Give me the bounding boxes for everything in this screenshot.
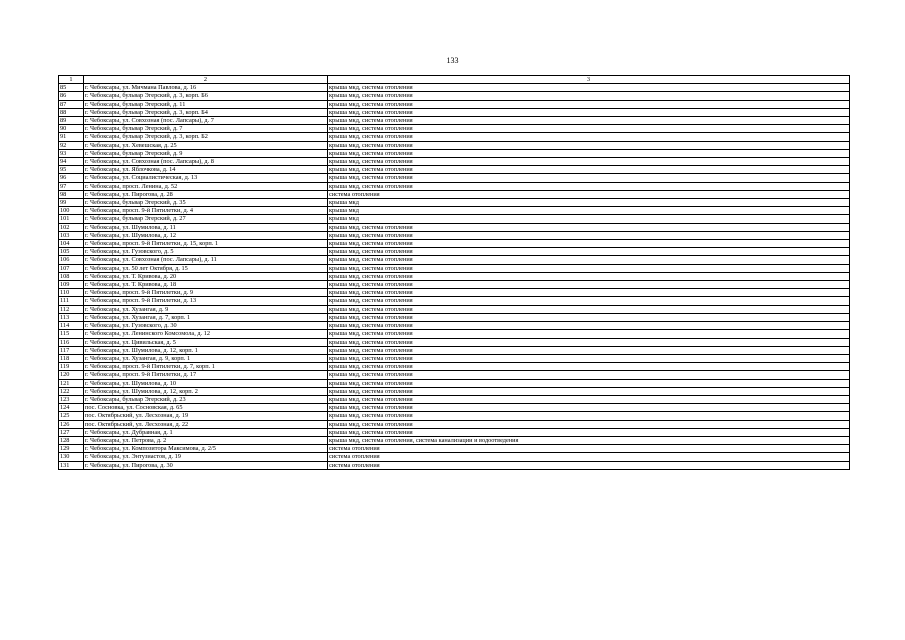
row-number: 87 — [59, 100, 84, 108]
row-works: крыша мкд, система отопления — [328, 297, 850, 305]
table-row — [59, 125, 850, 133]
table-row — [59, 231, 850, 239]
row-works: крыша мкд, система отопления — [328, 117, 850, 125]
row-number: 108 — [59, 272, 84, 280]
table-row — [59, 404, 850, 412]
row-number: 90 — [59, 125, 84, 133]
row-address: г. Чебоксары, бульвар Эгерский, д. 3, корп. Б4 — [84, 108, 328, 116]
row-works: крыша мкд, система отопления — [328, 354, 850, 362]
table-row — [59, 100, 850, 108]
table-row — [59, 117, 850, 125]
table-row — [59, 199, 850, 207]
row-works: крыша мкд, система отопления — [328, 108, 850, 116]
row-address: г. Чебоксары, ул. Совхозная (пос. Лапсары), д. 7 — [84, 117, 328, 125]
row-works: крыша мкд, система отопления — [328, 133, 850, 141]
row-number: 121 — [59, 379, 84, 387]
row-address: г. Чебоксары, бульвар Эгерский, д. 35 — [84, 199, 328, 207]
row-works: крыша мкд — [328, 199, 850, 207]
row-number: 95 — [59, 166, 84, 174]
row-number: 88 — [59, 108, 84, 116]
row-address: г. Чебоксары, бульвар Эгерский, д. 7 — [84, 125, 328, 133]
row-address: г. Чебоксары, ул. Пирогова, д. 28 — [84, 190, 328, 198]
row-address: г. Чебоксары, просп. Ленина, д. 52 — [84, 182, 328, 190]
row-works: крыша мкд, система отопления — [328, 395, 850, 403]
row-address: г. Чебоксары, ул. Цивильская, д. 5 — [84, 338, 328, 346]
row-address: г. Чебоксары, ул. Шумилова, д. 11 — [84, 223, 328, 231]
row-address: г. Чебоксары, ул. Шумилова, д. 10 — [84, 379, 328, 387]
row-number: 111 — [59, 297, 84, 305]
table-row — [59, 363, 850, 371]
row-address: г. Чебоксары, просп. 9-й Пятилетки, д. 13 — [84, 297, 328, 305]
row-works: крыша мкд, система отопления — [328, 100, 850, 108]
row-number: 112 — [59, 305, 84, 313]
row-address: г. Чебоксары, ул. Хузангая, д. 9, корп. 1 — [84, 354, 328, 362]
row-works: крыша мкд, система отопления, система канализации и водоотведения — [328, 436, 850, 444]
row-works: крыша мкд, система отопления — [328, 223, 850, 231]
row-address: г. Чебоксары, ул. Мичмана Павлова, д. 16 — [84, 84, 328, 92]
table-row — [59, 428, 850, 436]
row-address: г. Чебоксары, ул. Т. Кривова, д. 18 — [84, 281, 328, 289]
table-row — [59, 346, 850, 354]
row-works: крыша мкд, система отопления — [328, 313, 850, 321]
row-number: 130 — [59, 453, 84, 461]
table-row — [59, 215, 850, 223]
row-number: 119 — [59, 363, 84, 371]
table-row — [59, 256, 850, 264]
row-number: 122 — [59, 387, 84, 395]
table-row — [59, 92, 850, 100]
table-row — [59, 108, 850, 116]
row-address: г. Чебоксары, ул. Совхозная (пос. Лапсары), д. 11 — [84, 256, 328, 264]
row-number: 106 — [59, 256, 84, 264]
row-number: 125 — [59, 412, 84, 420]
table-row — [59, 297, 850, 305]
row-address: г. Чебоксары, ул. Совхозная (пос. Лапсары), д. 8 — [84, 158, 328, 166]
row-address: пос. Сосновка, ул. Сосновская, д. 65 — [84, 404, 328, 412]
table-row — [59, 207, 850, 215]
row-number: 117 — [59, 346, 84, 354]
row-address: г. Чебоксары, ул. Композитора Максимова, д. 2/5 — [84, 445, 328, 453]
row-address: г. Чебоксары, ул. 50 лет Октября, д. 15 — [84, 264, 328, 272]
row-address: г. Чебоксары, бульвар Эгерский, д. 23 — [84, 395, 328, 403]
row-address: г. Чебоксары, ул. Энтузиастов, д. 19 — [84, 453, 328, 461]
table-row — [59, 445, 850, 453]
row-address: г. Чебоксары, бульвар Эгерский, д. 3, корп. Б6 — [84, 92, 328, 100]
header-col-3: 3 — [328, 76, 850, 84]
row-number: 89 — [59, 117, 84, 125]
table-row — [59, 313, 850, 321]
row-number: 131 — [59, 461, 84, 469]
row-number: 128 — [59, 436, 84, 444]
row-works: система отопления — [328, 190, 850, 198]
table-row — [59, 190, 850, 198]
row-number: 104 — [59, 240, 84, 248]
row-number: 103 — [59, 231, 84, 239]
row-works: крыша мкд, система отопления — [328, 404, 850, 412]
row-works: крыша мкд, система отопления — [328, 125, 850, 133]
repair-table — [58, 75, 850, 470]
row-number: 86 — [59, 92, 84, 100]
row-works: крыша мкд, система отопления — [328, 330, 850, 338]
row-number: 102 — [59, 223, 84, 231]
table-row — [59, 240, 850, 248]
row-number: 96 — [59, 174, 84, 182]
row-works: крыша мкд, система отопления — [328, 248, 850, 256]
table-row — [59, 453, 850, 461]
row-works: крыша мкд, система отопления — [328, 322, 850, 330]
row-address: г. Чебоксары, ул. Гузовского, д. 30 — [84, 322, 328, 330]
table-row — [59, 461, 850, 469]
table-row — [59, 248, 850, 256]
row-address: г. Чебоксары, ул. Т. Кривова, д. 20 — [84, 272, 328, 280]
row-address: г. Чебоксары, просп. 9-й Пятилетки, д. 4 — [84, 207, 328, 215]
row-works: крыша мкд, система отопления — [328, 338, 850, 346]
table-row — [59, 166, 850, 174]
table-row — [59, 322, 850, 330]
row-works: крыша мкд, система отопления — [328, 363, 850, 371]
row-address: пос. Октябрьский, ул. Лесхозная, д. 22 — [84, 420, 328, 428]
table-row — [59, 289, 850, 297]
row-number: 114 — [59, 322, 84, 330]
table-row — [59, 281, 850, 289]
row-address: г. Чебоксары, просп. 9-й Пятилетки, д. 7, корп. 1 — [84, 363, 328, 371]
row-address: г. Чебоксары, ул. Хевешская, д. 25 — [84, 141, 328, 149]
row-works: крыша мкд, система отопления — [328, 174, 850, 182]
table-row — [59, 149, 850, 157]
row-works: крыша мкд, система отопления — [328, 231, 850, 239]
row-works: крыша мкд, система отопления — [328, 289, 850, 297]
table-row — [59, 436, 850, 444]
row-address: г. Чебоксары, ул. Шумилова, д. 12, корп. 2 — [84, 387, 328, 395]
table-row — [59, 379, 850, 387]
table-row — [59, 305, 850, 313]
page-number: 133 — [446, 56, 459, 65]
table-row — [59, 354, 850, 362]
row-number: 124 — [59, 404, 84, 412]
row-works: крыша мкд, система отопления — [328, 166, 850, 174]
row-address: г. Чебоксары, ул. Социалистическая, д. 13 — [84, 174, 328, 182]
row-works: крыша мкд, система отопления — [328, 84, 850, 92]
row-address: г. Чебоксары, просп. 9-й Пятилетки, д. 15, корп. 1 — [84, 240, 328, 248]
row-works: крыша мкд, система отопления — [328, 272, 850, 280]
row-works: крыша мкд, система отопления — [328, 420, 850, 428]
table-row — [59, 371, 850, 379]
row-number: 91 — [59, 133, 84, 141]
table-row — [59, 420, 850, 428]
row-address: г. Чебоксары, ул. Хузангая, д. 7, корп. 1 — [84, 313, 328, 321]
row-number: 118 — [59, 354, 84, 362]
row-address: г. Чебоксары, ул. Шумилова, д. 12 — [84, 231, 328, 239]
table-row — [59, 412, 850, 420]
row-works: крыша мкд, система отопления — [328, 281, 850, 289]
table-row — [59, 84, 850, 92]
row-number: 109 — [59, 281, 84, 289]
row-number: 101 — [59, 215, 84, 223]
row-address: г. Чебоксары, бульвар Эгерский, д. 27 — [84, 215, 328, 223]
row-number: 107 — [59, 264, 84, 272]
row-works: крыша мкд, система отопления — [328, 264, 850, 272]
table-row — [59, 158, 850, 166]
row-works: крыша мкд, система отопления — [328, 158, 850, 166]
table-row — [59, 272, 850, 280]
row-address: г. Чебоксары, ул. Ленинского Комсомола, д. 12 — [84, 330, 328, 338]
table-header-row — [59, 76, 850, 84]
row-address: г. Чебоксары, ул. Гузовского, д. 5 — [84, 248, 328, 256]
table-row — [59, 395, 850, 403]
table-row — [59, 182, 850, 190]
row-works: крыша мкд — [328, 207, 850, 215]
row-works: крыша мкд, система отопления — [328, 182, 850, 190]
row-works: система отопления — [328, 445, 850, 453]
table-row — [59, 133, 850, 141]
row-address: г. Чебоксары, бульвар Эгерский, д. 3, корп. Б2 — [84, 133, 328, 141]
row-number: 85 — [59, 84, 84, 92]
row-address: г. Чебоксары, ул. Пирогова, д. 30 — [84, 461, 328, 469]
row-works: крыша мкд, система отопления — [328, 346, 850, 354]
row-works: крыша мкд, система отопления — [328, 387, 850, 395]
row-number: 116 — [59, 338, 84, 346]
table-row — [59, 338, 850, 346]
row-works: крыша мкд, система отопления — [328, 379, 850, 387]
header-col-1: 1 — [59, 76, 84, 84]
row-address: г. Чебоксары, ул. Хузангая, д. 9 — [84, 305, 328, 313]
row-number: 113 — [59, 313, 84, 321]
row-number: 127 — [59, 428, 84, 436]
row-address: г. Чебоксары, ул. Шумилова, д. 12, корп. 1 — [84, 346, 328, 354]
row-works: крыша мкд, система отопления — [328, 141, 850, 149]
row-works: крыша мкд, система отопления — [328, 240, 850, 248]
row-address: г. Чебоксары, просп. 9-й Пятилетки, д. 17 — [84, 371, 328, 379]
row-works: крыша мкд, система отопления — [328, 305, 850, 313]
row-address: г. Чебоксары, просп. 9-й Пятилетки, д. 9 — [84, 289, 328, 297]
row-address: г. Чебоксары, ул. Дубравная, д. 1 — [84, 428, 328, 436]
row-address: г. Чебоксары, ул. Яблочкова, д. 14 — [84, 166, 328, 174]
row-number: 93 — [59, 149, 84, 157]
row-number: 120 — [59, 371, 84, 379]
row-works: система отопления — [328, 453, 850, 461]
row-works: крыша мкд, система отопления — [328, 412, 850, 420]
row-address: г. Чебоксары, бульвар Эгерский, д. 11 — [84, 100, 328, 108]
row-number: 92 — [59, 141, 84, 149]
row-number: 129 — [59, 445, 84, 453]
row-works: система отопления — [328, 461, 850, 469]
row-address: г. Чебоксары, ул. Петрова, д. 2 — [84, 436, 328, 444]
row-number: 94 — [59, 158, 84, 166]
row-works: крыша мкд, система отопления — [328, 428, 850, 436]
row-number: 126 — [59, 420, 84, 428]
row-address: пос. Октябрьский, ул. Лесхозная, д. 19 — [84, 412, 328, 420]
table-row — [59, 264, 850, 272]
row-number: 100 — [59, 207, 84, 215]
row-number: 97 — [59, 182, 84, 190]
row-number: 110 — [59, 289, 84, 297]
table-body — [59, 76, 850, 470]
table-row — [59, 223, 850, 231]
row-number: 115 — [59, 330, 84, 338]
row-works: крыша мкд, система отопления — [328, 92, 850, 100]
table-row — [59, 174, 850, 182]
row-works: крыша мкд, система отопления — [328, 371, 850, 379]
row-number: 123 — [59, 395, 84, 403]
row-works: крыша мкд, система отопления — [328, 256, 850, 264]
row-works: крыша мкд, система отопления — [328, 149, 850, 157]
row-number: 99 — [59, 199, 84, 207]
row-address: г. Чебоксары, бульвар Эгерский, д. 9 — [84, 149, 328, 157]
row-number: 98 — [59, 190, 84, 198]
header-col-2: 2 — [84, 76, 328, 84]
table-row — [59, 141, 850, 149]
row-works: крыша мкд — [328, 215, 850, 223]
row-number: 105 — [59, 248, 84, 256]
table-row — [59, 387, 850, 395]
table-row — [59, 330, 850, 338]
